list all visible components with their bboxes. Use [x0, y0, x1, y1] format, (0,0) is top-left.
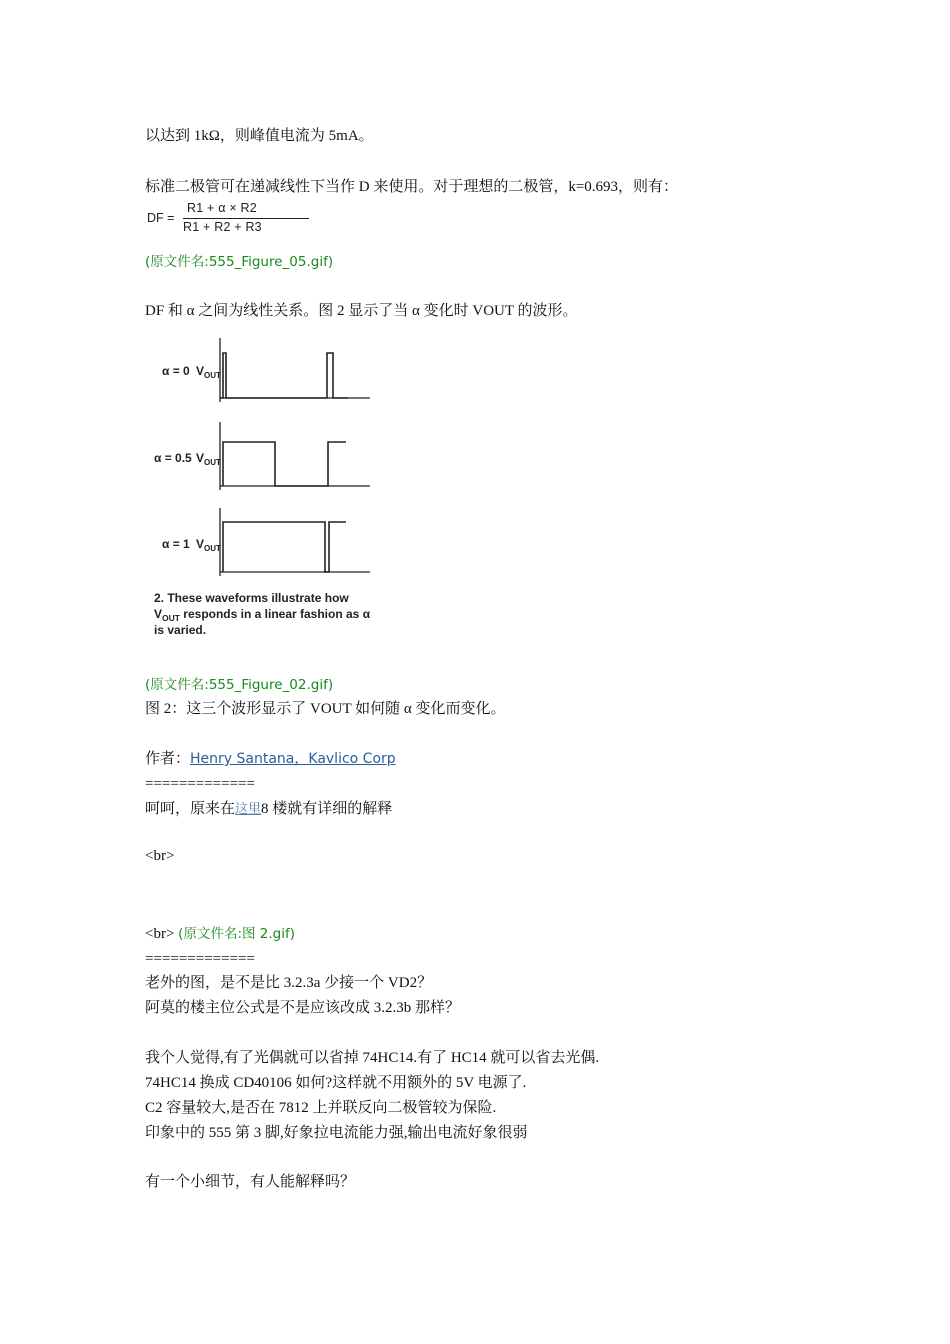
- formula-lhs: DF =: [147, 211, 175, 225]
- question-formula: 阿莫的楼主位公式是不是应该改成 3.2.3b 那样？: [145, 1000, 461, 1016]
- paragraph-diode-usage: 标准二极管可在递减线性下当作 D 来使用。对于理想的二极管，k=0.693，则有：: [145, 179, 679, 195]
- waveform-trace-alpha-0: [220, 353, 348, 398]
- paragraph-peak-current: 以达到 1kΩ，则峰值电流为 5mA。: [145, 128, 374, 144]
- reply-text-after-link: 8 楼就有详细的解释: [261, 801, 393, 817]
- comment-cd40106: 74HC14 换成 CD40106 如何?这样就不用额外的 5V 电源了.: [145, 1075, 527, 1091]
- formula-fraction-bar: [183, 218, 309, 219]
- author-line: [145, 749, 396, 769]
- reply-explanation-line: [145, 799, 392, 819]
- waveform-vout-label: $V_{OUT}$: [196, 451, 221, 467]
- separator-line: =============: [145, 951, 255, 967]
- figure-caption-line-1: 2. These waveforms illustrate how: [154, 591, 349, 605]
- comment-optocoupler: 我个人觉得,有了光偶就可以省掉 74HC14.有了 HC14 就可以省去光偶.: [145, 1050, 600, 1066]
- separator-line: =============: [145, 776, 255, 792]
- figure-caption-line-3: is varied.: [154, 623, 207, 637]
- comment-c2-diode: C2 容量较大,是否在 7812 上并联反向二极管较为保险.: [145, 1100, 497, 1116]
- waveform-vout-label: $V_{OUT}$: [196, 537, 221, 553]
- filename-note-figure-2: (原文件名:图 2.gif): [178, 926, 295, 942]
- author-label: 作者：: [145, 751, 191, 767]
- author-link[interactable]: Henry Santana，Kavlico Corp: [190, 751, 396, 767]
- br-tag-text: <br>: [145, 926, 175, 942]
- vout-waveform-figure: [148, 330, 388, 650]
- waveform-trace-alpha-1: [223, 522, 346, 572]
- question-small-detail: 有一个小细节，有人能解释吗？: [145, 1174, 356, 1190]
- waveform-alpha-label: α = 1: [162, 537, 190, 551]
- formula-denominator: R1 + R2 + R3: [183, 220, 262, 234]
- here-link[interactable]: 这里: [235, 801, 262, 816]
- formula-numerator: R1 + α × R2: [187, 201, 257, 215]
- filename-note-figure-02: (原文件名:555_Figure_02.gif): [145, 677, 334, 693]
- question-vd2: 老外的图，是不是比 3.2.3a 少接一个 VD2？: [145, 975, 433, 991]
- br-tag-with-filename: [145, 924, 295, 944]
- waveform-alpha-label: α = 0: [162, 364, 190, 378]
- reply-text-before-link: 呵呵，原来在: [145, 801, 236, 817]
- comment-555-pin3: 印象中的 555 第 3 脚,好象拉电流能力强,输出电流好象很弱: [145, 1125, 528, 1141]
- paragraph-linear-relation: DF 和 α 之间为线性关系。图 2 显示了当 α 变化时 VOUT 的波形。: [145, 303, 578, 319]
- waveform-alpha-label: α = 0.5: [154, 451, 192, 465]
- figure-2-description: 图 2：这三个波形显示了 VOUT 如何随 α 变化而变化。: [145, 701, 506, 717]
- waveform-trace-alpha-0-5: [223, 442, 346, 486]
- br-tag-text: <br>: [145, 848, 175, 864]
- filename-note-figure-05: (原文件名:555_Figure_05.gif): [145, 254, 334, 270]
- waveform-vout-label: $V_{OUT}$: [196, 364, 221, 380]
- figure-caption-line-2: $V_{OUT}$ responds in a linear fashion as α: [154, 607, 371, 623]
